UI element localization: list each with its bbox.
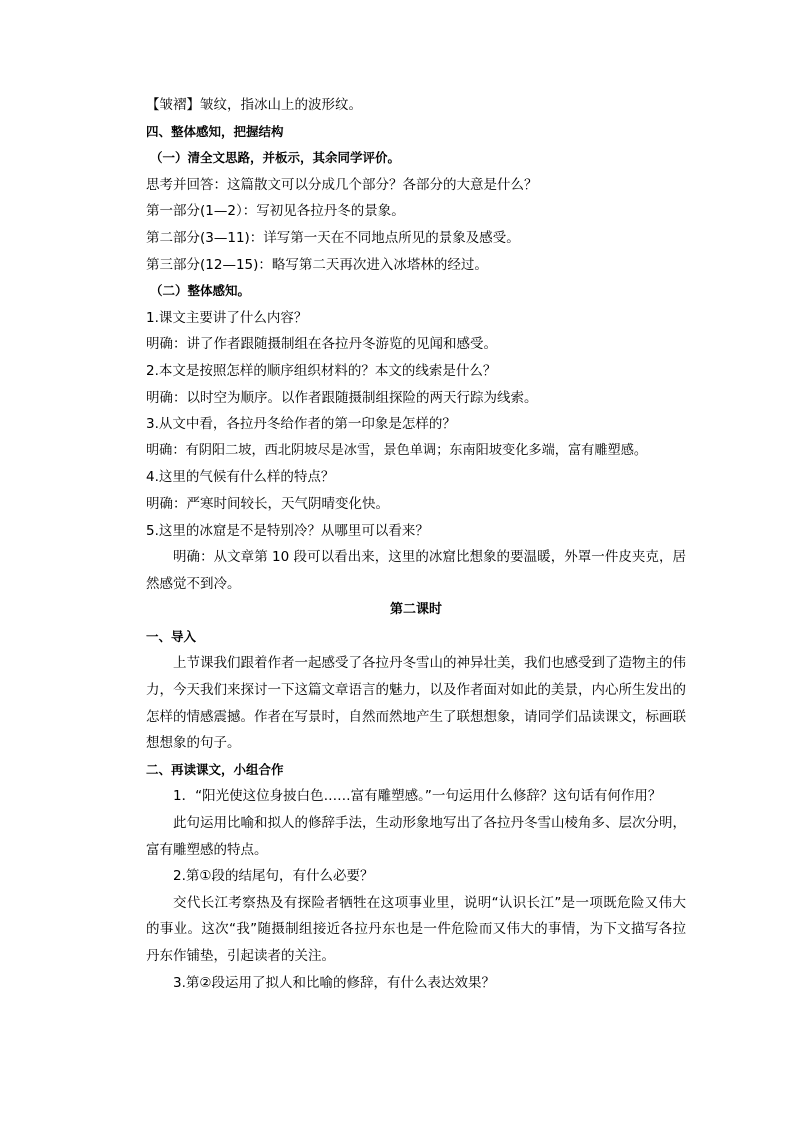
answer-part-three: 第三部分(12—15)：略写第二天再次进入冰塔林的经过。: [146, 256, 488, 273]
question-four: 4.这里的气候有什么样的特点？: [146, 469, 335, 486]
answer-three: 明确：有阴阳二坡，西北阴坡尽是冰雪，景色单调；东南阳坡变化多端，富有雕塑感。: [146, 442, 648, 458]
answer-two: 明确：以时空为顺序。以作者跟随摄制组探险的两天行踪为线索。: [146, 389, 538, 406]
subsection-heading-outline: （一）清全文思路，并板示，其余同学评价。: [150, 150, 401, 166]
answer-one: 明确：讲了作者跟随摄制组在各拉丹冬游览的见闻和感受。: [146, 336, 497, 353]
question-five: 5.这里的冰窟是不是特别冷？从哪里可以看来？: [146, 522, 429, 539]
reread-question-two: 2.第①段的结尾句，有什么必要？: [173, 868, 374, 885]
question-one: 1.课文主要讲了什么内容？: [146, 309, 308, 326]
question-line: 思考并回答：这篇散文可以分成几个部分？各部分的大意是什么？: [146, 176, 538, 193]
question-three: 3.从文中看，各拉丹冬给作者的第一印象是怎样的？: [146, 416, 456, 433]
section-heading-structure: 四、整体感知，把握结构: [146, 123, 284, 139]
reread-answer-one: 此句运用比喻和拟人的修辞手法，生动形象地写出了各拉丹冬雪山棱角多、层次分明，富有雕塑感的特点。: [146, 815, 686, 858]
lesson-two-title: 第二课时: [389, 602, 442, 618]
question-two: 2.本文是按照怎样的顺序组织材料的？本文的线索是什么？: [146, 362, 497, 379]
text-line-vocab: 【皱褶】皱纹，指冰山上的波形纹。: [146, 97, 362, 113]
intro-paragraph: 上节课我们跟着作者一起感受了各拉丹冬雪山的神异壮美，我们也感受到了造物主的伟力，今天我们来探讨一下这篇文章语言的魅力，以及作者面对如此的美景，内心所生发出的怎样的情感震撼。作者在写景时，自然而然地产生了联想想象，请同学们品读课文，标画联想想象的句子。: [146, 655, 686, 752]
reread-question-three: 3.第②段运用了拟人和比喻的修辞，有什么表达效果？: [173, 974, 495, 991]
subsection-heading-perception: （二）整体感知。: [150, 283, 251, 299]
reread-answer-two: 交代长江考察热及有探险者牺牲在这项事业里，说明“认识长江”是一项既危险又伟大的事业。这次“我”随摄制组接近各拉丹东也是一件危险而又伟大的事情，为下文描写各拉丹东作铺垫，引起读者的关注。: [146, 894, 686, 964]
reread-question-one: 1．“阳光使这位身披白色……富有雕塑感。”一句运用什么修辞？这句话有何作用？: [173, 788, 662, 805]
answer-four: 明确：严寒时间较长，天气阴晴变化快。: [146, 495, 389, 512]
section-heading-intro: 一、导入: [146, 628, 197, 644]
answer-part-one: 第一部分(1—2）：写初见各拉丹冬的景象。: [146, 203, 405, 220]
answer-part-two: 第二部分(3—11)：详写第一天在不同地点所见的景象及感受。: [146, 229, 520, 246]
answer-five-paragraph: 明确：从文章第 10 段可以看出来，这里的冰窟比想象的要温暖，外罩一件皮夹克，居然感觉不到冷。: [146, 549, 686, 592]
document-page: [146, 92, 686, 996]
section-heading-reread: 二、再读课文，小组合作: [146, 761, 284, 777]
